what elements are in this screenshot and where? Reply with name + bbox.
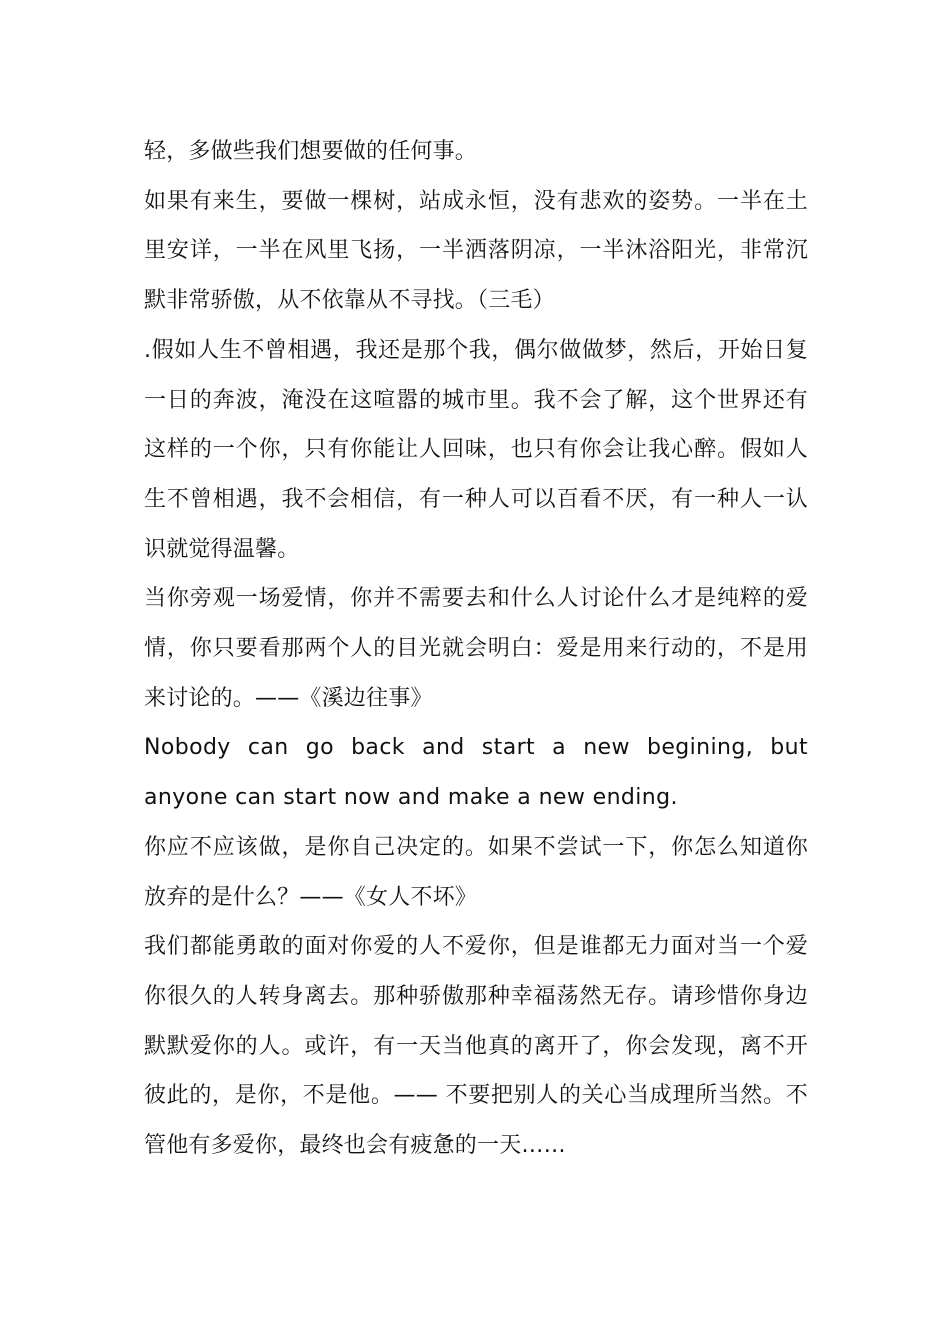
paragraph-watching-love: 当你旁观一场爱情，你并不需要去和什么人讨论什么才是纯粹的爱情，你只要看那两个人的目光就会明白：爱是用来行动的，不是用来讨论的。——《溪边往事》 <box>144 586 808 711</box>
paragraph-your-decision: 你应不应该做，是你自己决定的。如果不尝试一下，你怎么知道你放弃的是什么？——《女人不坏》 <box>144 834 808 910</box>
paragraph-tree-quote: 如果有来生，要做一棵树，站成永恒，没有悲欢的姿势。一半在土里安详，一半在风里飞扬，一半洒落阴凉，一半沐浴阳光，非常沉默非常骄傲，从不依靠从不寻找。（三毛） <box>144 188 808 314</box>
paragraph-if-never-met: .假如人生不曾相遇，我还是那个我，偶尔做做梦，然后，开始日复一日的奔波，淹没在这喧嚣的城市里。我不会了解，这个世界还有这样的一个你，只有你能让人回味，也只有你会让我心醉。假如人生不曾相遇，我不会相信，有一种人可以百看不厌，有一种人一认识就觉得温馨。 <box>144 337 808 562</box>
paragraph-english-quote: Nobody can go back and start a new begining, but anyone can start now and make a new ending. <box>144 735 808 811</box>
paragraph-cherish: 我们都能勇敢的面对你爱的人不爱你，但是谁都无力面对当一个爱你很久的人转身离去。那种骄傲那种幸福荡然无存。请珍惜你身边默默爱你的人。或许，有一天当他真的离开了，你会发现，离不开彼此的，是你，不是他。—— 不要把别人的关心当成理所当然。不管他有多爱你，最终也会有疲惫的一天…… <box>144 934 808 1159</box>
paragraph-continuation: 轻，多做些我们想要做的任何事。 <box>144 139 478 164</box>
document-body <box>144 127 808 1171</box>
